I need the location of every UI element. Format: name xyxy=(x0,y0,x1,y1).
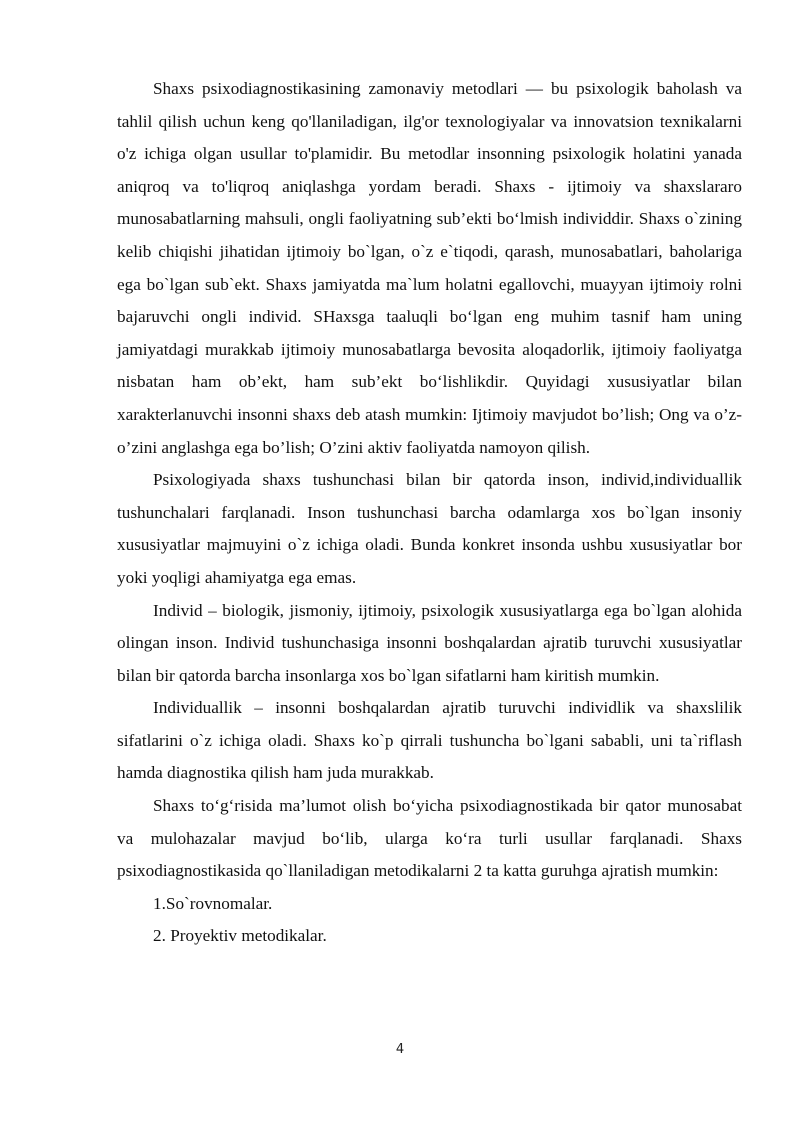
page-number: 4 xyxy=(395,1042,405,1057)
paragraph-individ: Individ – biologik, jismoniy, ijtimoiy, psixologik xususiyatlarga ega bo`lgan alohida olingan inson. Individ tushunchasiga insonni boshqalardan ajratib turuvchi xususiyatlar bilan bir qatorda barcha insonlarga xos bo`lgan sifatlarni ham kiritish mumkin. xyxy=(117,600,742,685)
document-body xyxy=(117,73,742,953)
paragraph-inson-concept: Psixologiyada shaxs tushunchasi bilan bir qatorda inson, individ,individuallik tushunchalari farqlanadi. Inson tushunchasi barcha odamlarga xos bo`lgan insoniy xususiyatlar majmuyini o`z ichiga oladi. Bunda konkret insonda ushbu xususiyatlar bor yoki yoqligi ahamiyatga ega emas. xyxy=(117,470,742,587)
paragraph-shaxs-definition: Shaxs psixodiagnostikasining zamonaviy metodlari — bu psixologik baholash va tahlil qilish uchun keng qo'llaniladigan, ilg'or texnologiyalar va innovatsion texnikalarni o'z ichiga olgan usullar to'plamidir. Bu metodlar insonning psixologik holatini yanada aniqroq va to'liqroq aniqlashga yordam beradi. Shaxs - ijtimoiy va shaxslararo munosabatlarning mahsuli, ongli faoliyatning sub’ekti bo‘lmish individdir. Shaxs o`zining kelib chiqishi jihatidan ijtimoiy bo`lgan, o`z e`tiqodi, qarash, munosabatlari, baholariga ega bo`lgan sub`ekt. Shaxs jamiyatda ma`lum holatni egallovchi, muayyan ijtimoiy rolni bajaruvchi ongli individ. SHaxsga taaluqli bo‘lgan eng muhim tasnif ham uning jamiyatdagi murakkab ijtimoiy munosabatlarga bevosita aloqadorlik, ijtimoiy faoliyatga nisbatan ham ob’ekt, ham sub’ekt bo‘lishlikdir. Quyidagi xususiyatlar bilan xarakterlanuvchi insonni shaxs deb atash mumkin: Ijtimoiy mavjudot bo’lish; Ong va o’z-o’zini anglashga ega bo’lish; O’zini aktiv faoliyatda namoyon qilish. xyxy=(117,79,742,457)
paragraph-methods-groups: Shaxs to‘g‘risida ma’lumot olish bo‘yicha psixodiagnostikada bir qator munosabat va mulohazalar mavjud bo‘lib, ularga ko‘ra turli usullar farqlanadi. Shaxs psixodiagnostikasida qo`llaniladigan metodikalarni 2 ta katta guruhga ajratish mumkin: xyxy=(117,796,742,881)
list-item-questionnaires: 1.So`rovnomalar. xyxy=(153,893,273,913)
list-item-projective-methods: 2. Proyektiv metodikalar. xyxy=(153,926,327,946)
paragraph-individuallik: Individuallik – insonni boshqalardan ajratib turuvchi individlik va shaxslilik sifatlarini o`z ichiga oladi. Shaxs ko`p qirrali tushuncha bo`lgani sababli, uni ta`riflash hamda diagnostika qilish ham juda murakkab. xyxy=(117,698,742,783)
